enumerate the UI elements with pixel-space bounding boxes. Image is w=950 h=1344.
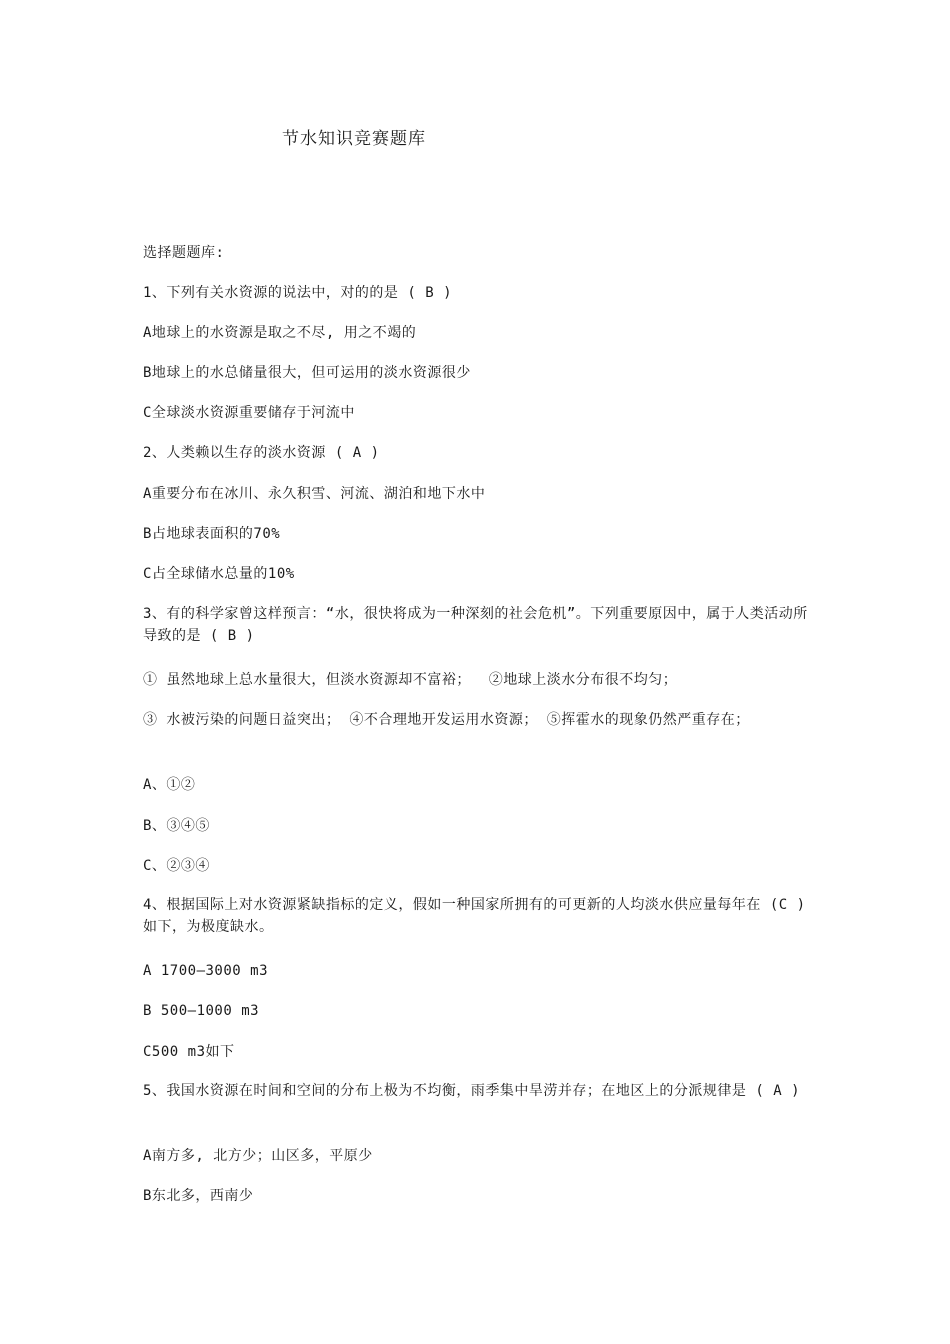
- q3-statement-1: ① 虽然地球上总水量很大，但淡水资源却不富裕； ②地球上淡水分布很不均匀；: [143, 672, 678, 688]
- q1-option-a: A地球上的水资源是取之不尽, 用之不竭的: [143, 325, 417, 341]
- q2-option-b: B占地球表面积的70%: [143, 526, 281, 542]
- q4-option-b: B 500—1000 m3: [143, 1003, 260, 1019]
- question-4: 4、根据国际上对水资源紧缺指标的定义，假如一种国家所拥有的可更新的人均淡水供应量每年在 (C ) 如下，为极度缺水。: [143, 897, 806, 935]
- q1-option-c: C全球淡水资源重要储存于河流中: [143, 405, 355, 421]
- document-title: 节水知识竞赛题库: [282, 129, 426, 149]
- q4-option-c: C500 m3如下: [143, 1044, 235, 1060]
- q1-option-b: B地球上的水总储量很大，但可运用的淡水资源很少: [143, 365, 471, 381]
- q5-option-a: A南方多, 北方少；山区多，平原少: [143, 1148, 373, 1164]
- q3-option-b: B、③④⑤: [143, 818, 210, 834]
- q2-option-c: C占全球储水总量的10%: [143, 566, 295, 582]
- q5-option-b: B东北多，西南少: [143, 1188, 254, 1204]
- question-2: 2、人类赖以生存的淡水资源 ( A ): [143, 445, 380, 461]
- q2-option-a: A重要分布在冰川、永久积雪、河流、湖泊和地下水中: [143, 486, 486, 502]
- q4-option-a: A 1700—3000 m3: [143, 963, 269, 979]
- q3-option-c: C、②③④: [143, 858, 210, 874]
- q3-statement-2: ③ 水被污染的问题日益突出； ④不合理地开发运用水资源； ⑤挥霍水的现象仍然严重存在；: [143, 712, 750, 728]
- section-heading: 选择题题库:: [143, 245, 225, 261]
- question-3: 3、有的科学家曾这样预言：“水，很快将成为一种深刻的社会危机”。下列重要原因中，属于人类活动所导致的是 ( B ): [143, 606, 808, 644]
- q3-option-a: A、①②: [143, 777, 196, 793]
- question-1: 1、下列有关水资源的说法中，对的的是 ( B ): [143, 285, 452, 301]
- question-5: 5、我国水资源在时间和空间的分布上极为不均衡，雨季集中旱涝并存；在地区上的分派规律是 ( A ): [143, 1083, 800, 1099]
